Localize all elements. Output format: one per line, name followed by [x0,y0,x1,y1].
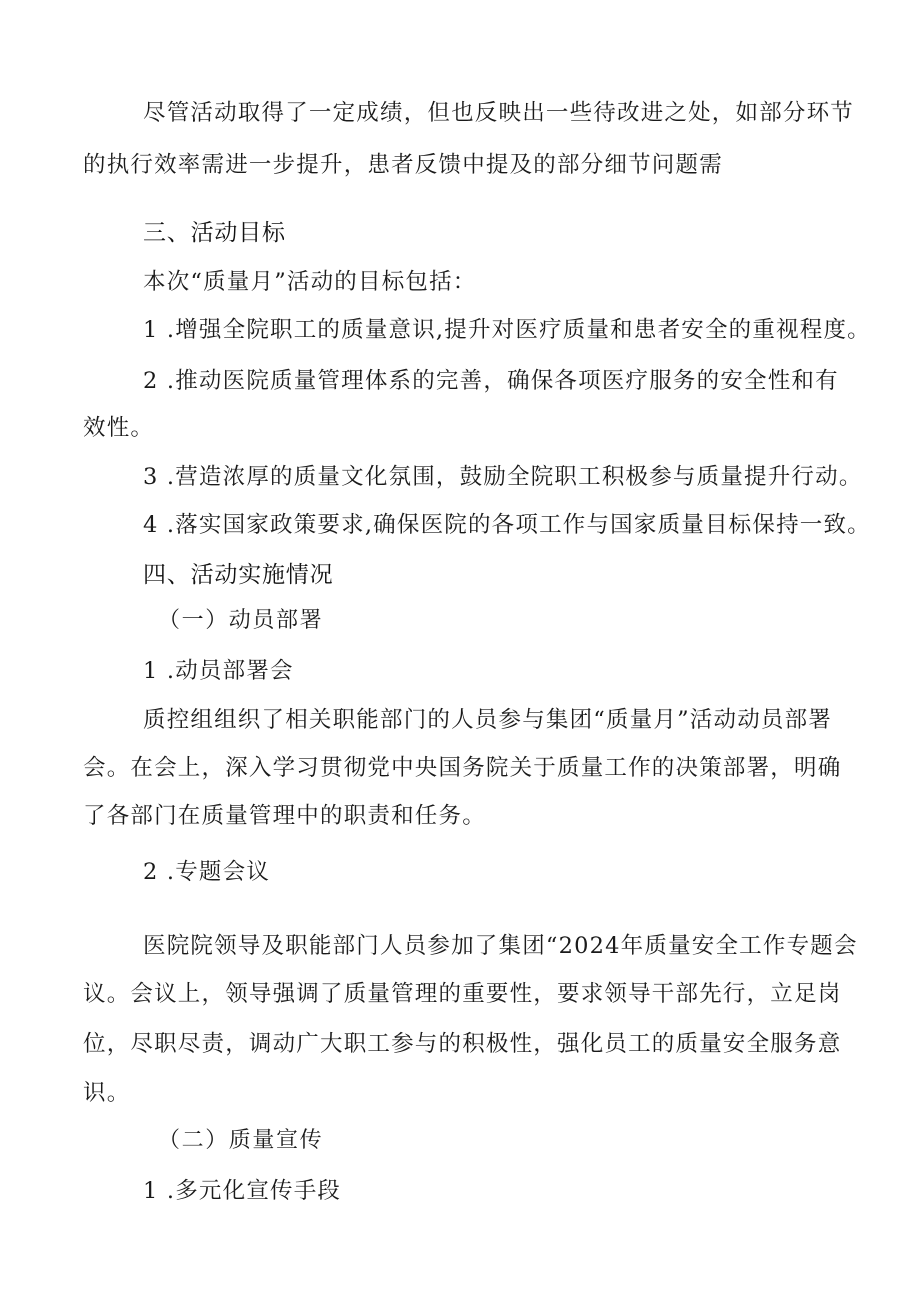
paragraph-line: 的执行效率需进一步提升，患者反馈中提及的部分细节问题需 [83,152,723,178]
list-item-continuation: 效性。 [83,415,155,441]
item-heading: 1 .动员部署会 [143,658,294,684]
paragraph-line: 尽管活动取得了一定成绩，但也反映出一些待改进之处，如部分环节 [143,100,855,126]
paragraph-line: 识。 [83,1080,131,1106]
item-heading: 2 .专题会议 [143,859,271,885]
paragraph-line: 质控组组织了相关职能部门的人员参与集团“质量月”活动动员部署 [143,707,833,733]
subsection-heading: （二）质量宣传 [158,1128,324,1153]
paragraph-line: 本次“质量月”活动的目标包括： [143,269,477,295]
list-item: 1 .增强全院职工的质量意识,提升对医疗质量和患者安全的重视程度。 [143,317,871,343]
subsection-heading: （一）动员部署 [158,608,324,633]
paragraph-line: 了各部门在质量管理中的职责和任务。 [83,803,486,829]
list-item: 4 .落实国家政策要求,确保医院的各项工作与国家质量目标保持一致。 [143,512,871,538]
item-heading: 1 .多元化宣传手段 [143,1178,342,1204]
paragraph-line: 议。会议上，领导强调了质量管理的重要性，要求领导干部先行，立足岗 [83,981,842,1007]
paragraph-line: 会。在会上，深入学习贯彻党中央国务院关于质量工作的决策部署，明确 [83,755,842,781]
list-item: 2 .推动医院质量管理体系的完善，确保各项医疗服务的安全性和有 [143,368,839,394]
paragraph-line: 医院院领导及职能部门人员参加了集团“2024年质量安全工作专题会 [143,933,858,959]
section-heading-4: 四、活动实施情况 [143,562,334,588]
paragraph-line: 位，尽职尽责，调动广大职工参与的积极性，强化员工的质量安全服务意 [83,1031,842,1057]
section-heading-3: 三、活动目标 [143,220,286,246]
list-item: 3 .营造浓厚的质量文化氛围，鼓励全院职工积极参与质量提升行动。 [143,464,863,490]
